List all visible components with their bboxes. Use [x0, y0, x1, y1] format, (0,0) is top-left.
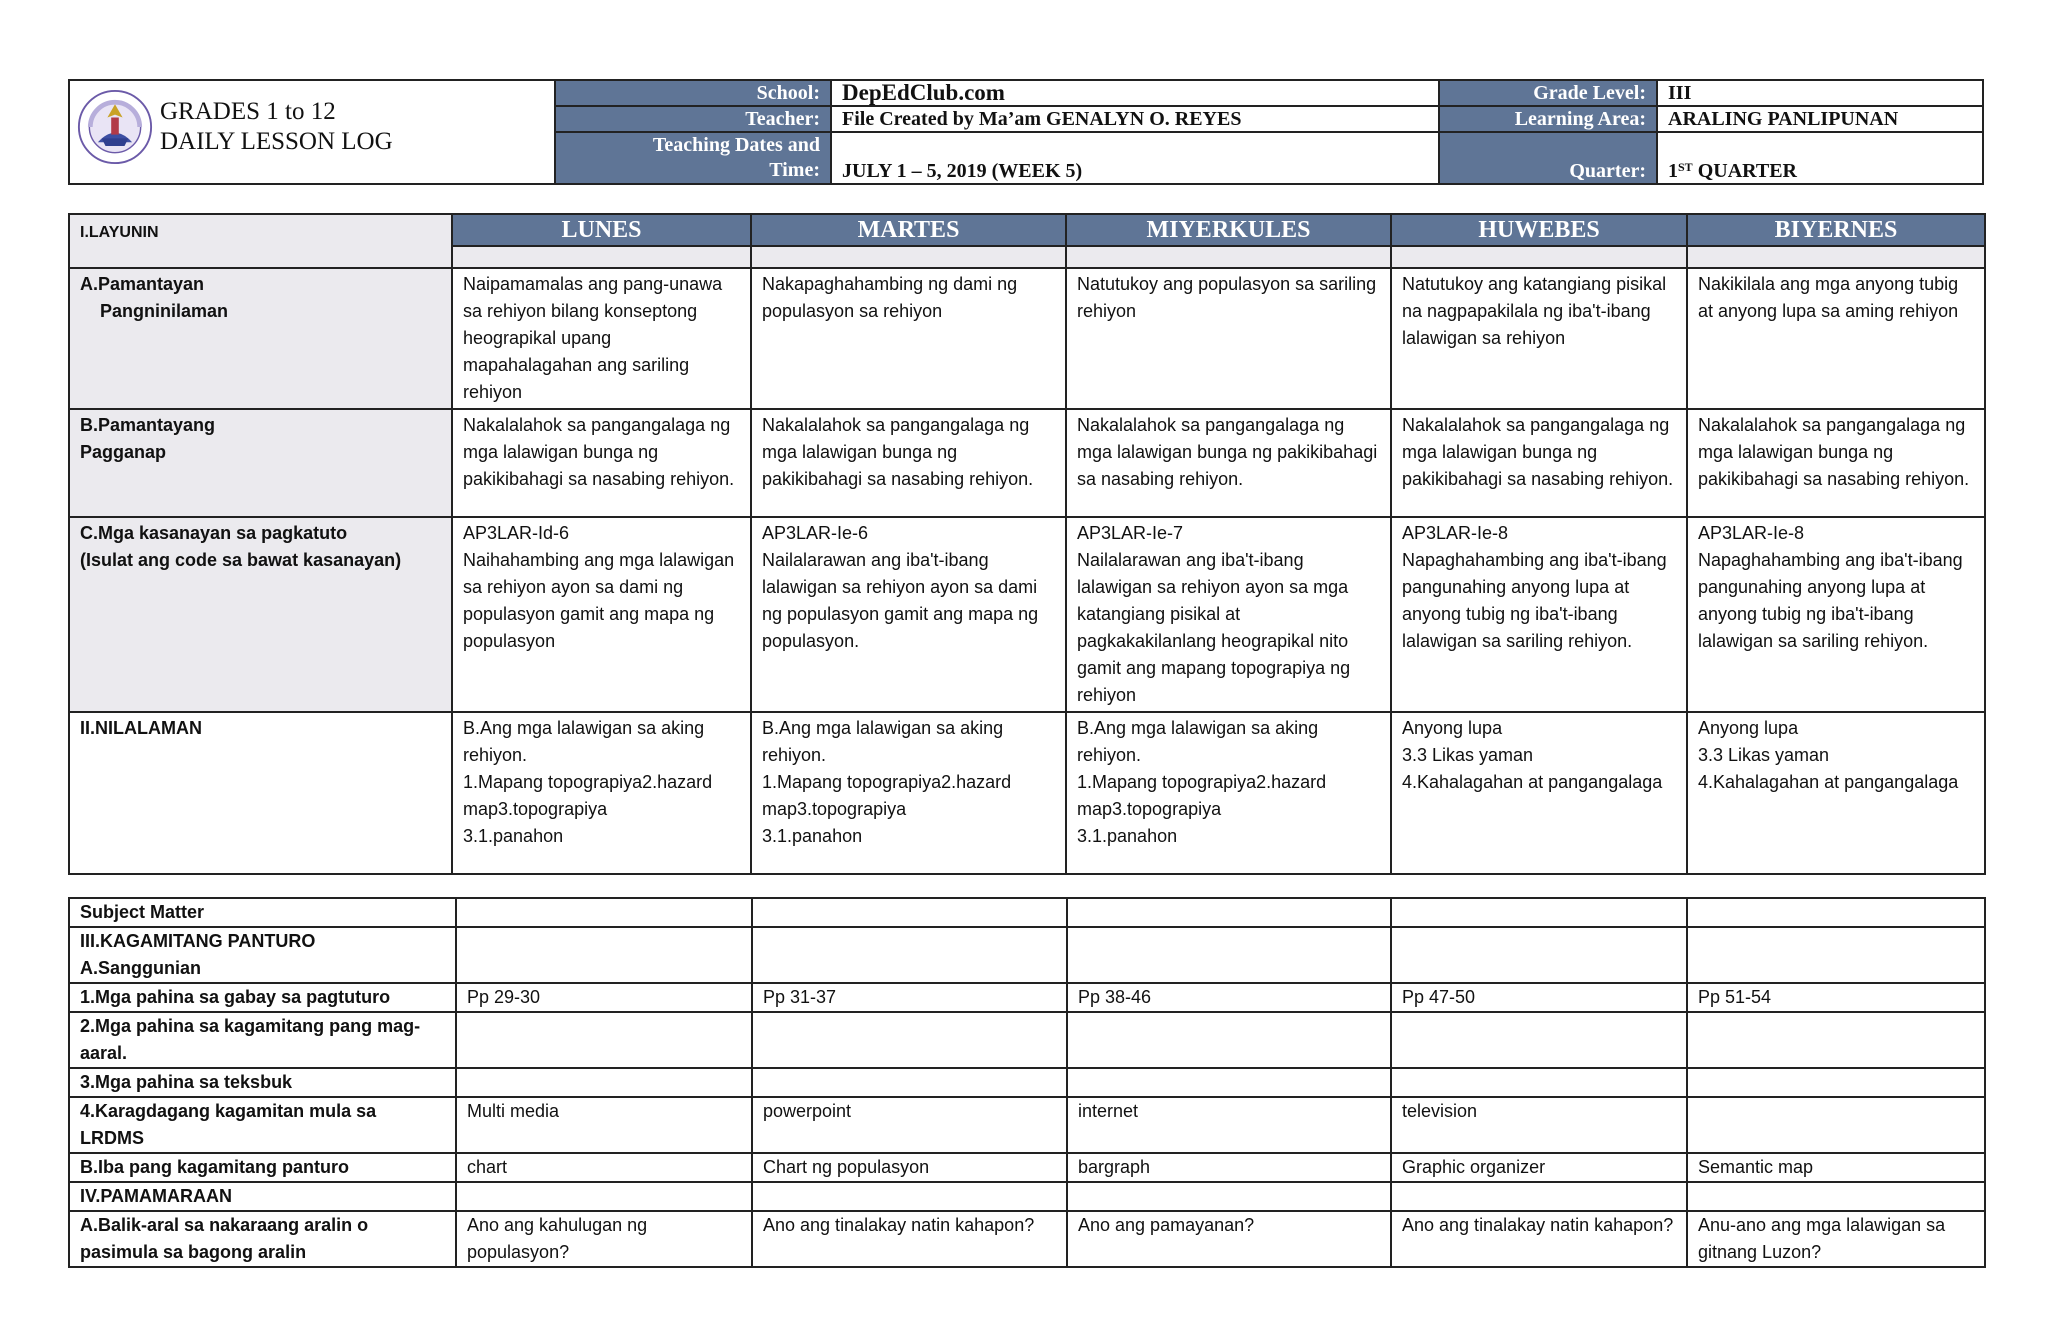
- row-label: B.Iba pang kagamitang panturo: [69, 1153, 456, 1182]
- header-table: [68, 79, 1984, 185]
- objectives-table: [68, 213, 1986, 875]
- table-cell: Pp 31-37: [752, 983, 1067, 1012]
- header-title-line2: DAILY LESSON LOG: [160, 128, 393, 155]
- table-cell: [1391, 1012, 1687, 1068]
- table-cell: AP3LAR-Id-6 Naihahambing ang mga lalawigan sa rehiyon ayon sa dami ng populasyon gamit ang mapa ng populasyon: [452, 517, 751, 712]
- table-cell: Nakalalahok sa pangangalaga ng mga lalawigan bunga ng pakikibahagi sa nasabing rehiyon.: [1066, 409, 1391, 517]
- materials-table: [68, 897, 1986, 1268]
- teaching-dates-label: Teaching Dates and Time:: [555, 132, 831, 184]
- table-cell: Nakalalahok sa pangangalaga ng mga lalawigan bunga ng pakikibahagi sa nasabing rehiyon.: [1687, 409, 1985, 517]
- table-cell: [1067, 1068, 1391, 1097]
- day-subheader: [1687, 246, 1985, 268]
- table-cell: Ano ang tinalakay natin kahapon?: [752, 1211, 1067, 1267]
- table-cell: [1687, 1097, 1985, 1153]
- table-cell: [1687, 1182, 1985, 1211]
- school-value: DepEdClub.com: [831, 80, 1439, 106]
- day-header-friday: BIYERNES: [1687, 214, 1985, 246]
- table-cell: [752, 898, 1067, 927]
- row-label: A.Balik-aral sa nakaraang aralin o pasimula sa bagong aralin: [69, 1211, 456, 1267]
- day-header-monday: LUNES: [452, 214, 751, 246]
- table-cell: AP3LAR-Ie-7 Nailalarawan ang iba't-ibang lalawigan sa rehiyon ayon sa mga katangiang pisikal at pagkakakilanlang heograpikal nito gamit ang mapang topograpiya ng rehiyon: [1066, 517, 1391, 712]
- table-cell: Nakapaghahambing ng dami ng populasyon sa rehiyon: [751, 268, 1066, 409]
- row-label: 4.Karagdagang kagamitan mula sa LRDMS: [69, 1097, 456, 1153]
- table-cell: [1067, 927, 1391, 983]
- row-label-kasanayan: C.Mga kasanayan sa pagkatuto (Isulat ang code sa bawat kasanayan): [69, 517, 452, 712]
- table-cell: [456, 1068, 752, 1097]
- day-subheader: [751, 246, 1066, 268]
- table-row: [69, 1012, 1985, 1068]
- day-subheader: [452, 246, 751, 268]
- school-label: School:: [555, 80, 831, 106]
- table-cell: Nakalalahok sa pangangalaga ng mga lalawigan bunga ng pakikibahagi sa nasabing rehiyon.: [1391, 409, 1687, 517]
- table-cell: [752, 927, 1067, 983]
- row-label: 3.Mga pahina sa teksbuk: [69, 1068, 456, 1097]
- table-cell: Chart ng populasyon: [752, 1153, 1067, 1182]
- row-label: 2.Mga pahina sa kagamitang pang mag-aaral.: [69, 1012, 456, 1068]
- table-cell: B.Ang mga lalawigan sa aking rehiyon. 1.Mapang topograpiya2.hazard map3.topograpiya 3.1.panahon: [452, 712, 751, 874]
- table-cell: B.Ang mga lalawigan sa aking rehiyon. 1.Mapang topograpiya2.hazard map3.topograpiya 3.1.panahon: [751, 712, 1066, 874]
- table-cell: Pp 47-50: [1391, 983, 1687, 1012]
- table-cell: [456, 898, 752, 927]
- teaching-dates-value: JULY 1 – 5, 2019 (WEEK 5): [831, 132, 1439, 184]
- day-header-thursday: HUWEBES: [1391, 214, 1687, 246]
- table-cell: television: [1391, 1097, 1687, 1153]
- day-subheader: [1066, 246, 1391, 268]
- table-row: [69, 927, 1985, 983]
- table-cell: Ano ang kahulugan ng populasyon?: [456, 1211, 752, 1267]
- teacher-value: File Created by Ma’am GENALYN O. REYES: [831, 106, 1439, 132]
- quarter-value: 1ST QUARTER: [1657, 132, 1983, 184]
- table-cell: Natutukoy ang katangiang pisikal na nagpapakilala ng iba't-ibang lalawigan sa rehiyon: [1391, 268, 1687, 409]
- table-cell: Pp 38-46: [1067, 983, 1391, 1012]
- table-row: [69, 1068, 1985, 1097]
- row-label: 1.Mga pahina sa gabay sa pagtuturo: [69, 983, 456, 1012]
- table-cell: AP3LAR-Ie-8 Napaghahambing ang iba't-ibang pangunahing anyong lupa at anyong tubig ng iba't-ibang lalawigan sa sariling rehiyon.: [1687, 517, 1985, 712]
- table-cell: [456, 1012, 752, 1068]
- quarter-label: Quarter:: [1439, 132, 1657, 184]
- table-cell: [456, 927, 752, 983]
- row-label: Subject Matter: [69, 898, 456, 927]
- table-cell: [1067, 1012, 1391, 1068]
- table-cell: Nakikilala ang mga anyong tubig at anyong lupa sa aming rehiyon: [1687, 268, 1985, 409]
- grade-level-value: III: [1657, 80, 1983, 106]
- day-header-tuesday: MARTES: [751, 214, 1066, 246]
- row-label-nilalaman: II.NILALAMAN: [69, 712, 452, 874]
- table-cell: AP3LAR-Ie-8 Napaghahambing ang iba't-ibang pangunahing anyong lupa at anyong tubig ng iba't-ibang lalawigan sa sariling rehiyon.: [1391, 517, 1687, 712]
- table-cell: Nakalalahok sa pangangalaga ng mga lalawigan bunga ng pakikibahagi sa nasabing rehiyon.: [751, 409, 1066, 517]
- table-cell: Naipamamalas ang pang-unawa sa rehiyon bilang konseptong heograpikal upang mapahalagahan ang sariling rehiyon: [452, 268, 751, 409]
- deped-seal-icon: [77, 89, 153, 165]
- table-cell: Multi media: [456, 1097, 752, 1153]
- day-subheader: [1391, 246, 1687, 268]
- table-cell: Graphic organizer: [1391, 1153, 1687, 1182]
- table-cell: [1687, 1012, 1985, 1068]
- table-cell: Nakalalahok sa pangangalaga ng mga lalawigan bunga ng pakikibahagi sa nasabing rehiyon.: [452, 409, 751, 517]
- header-brand: [69, 80, 555, 184]
- layunin-label: I.LAYUNIN: [69, 214, 452, 268]
- table-cell: [1687, 1068, 1985, 1097]
- table-cell: Anyong lupa 3.3 Likas yaman 4.Kahalagahan at pangangalaga: [1391, 712, 1687, 874]
- day-header-wednesday: MIYERKULES: [1066, 214, 1391, 246]
- table-cell: internet: [1067, 1097, 1391, 1153]
- table-cell: Ano ang tinalakay natin kahapon?: [1391, 1211, 1687, 1267]
- table-row: [69, 1153, 1985, 1182]
- table-cell: [1067, 898, 1391, 927]
- table-cell: Natutukoy ang populasyon sa sariling rehiyon: [1066, 268, 1391, 409]
- table-row: [69, 983, 1985, 1012]
- table-cell: Pp 29-30: [456, 983, 752, 1012]
- table-cell: [1067, 1182, 1391, 1211]
- table-cell: [1391, 898, 1687, 927]
- table-cell: [752, 1182, 1067, 1211]
- table-cell: [1687, 898, 1985, 927]
- table-cell: [1391, 927, 1687, 983]
- table-cell: Pp 51-54: [1687, 983, 1985, 1012]
- learning-area-value: ARALING PANLIPUNAN: [1657, 106, 1983, 132]
- table-cell: Ano ang pamayanan?: [1067, 1211, 1391, 1267]
- row-label-pamantayan-pangnilaman: A.Pamantayan Pangninilaman: [69, 268, 452, 409]
- table-cell: [456, 1182, 752, 1211]
- header-title-line1: GRADES 1 to 12: [160, 98, 336, 125]
- table-cell: powerpoint: [752, 1097, 1067, 1153]
- grade-level-label: Grade Level:: [1439, 80, 1657, 106]
- table-cell: Anyong lupa 3.3 Likas yaman 4.Kahalagahan at pangangalaga: [1687, 712, 1985, 874]
- table-cell: chart: [456, 1153, 752, 1182]
- table-row: [69, 898, 1985, 927]
- table-row: [69, 1097, 1985, 1153]
- table-cell: [752, 1068, 1067, 1097]
- row-label-pamantayang-pagganap: B.Pamantayang Pagganap: [69, 409, 452, 517]
- table-cell: bargraph: [1067, 1153, 1391, 1182]
- learning-area-label: Learning Area:: [1439, 106, 1657, 132]
- table-cell: Semantic map: [1687, 1153, 1985, 1182]
- table-cell: [1391, 1068, 1687, 1097]
- row-label: IV.PAMAMARAAN: [69, 1182, 456, 1211]
- table-row: [69, 1182, 1985, 1211]
- row-label: III.KAGAMITANG PANTURO A.Sanggunian: [69, 927, 456, 983]
- teacher-label: Teacher:: [555, 106, 831, 132]
- table-cell: Anu-ano ang mga lalawigan sa gitnang Luzon?: [1687, 1211, 1985, 1267]
- table-cell: [1391, 1182, 1687, 1211]
- table-cell: B.Ang mga lalawigan sa aking rehiyon. 1.Mapang topograpiya2.hazard map3.topograpiya 3.1.panahon: [1066, 712, 1391, 874]
- table-cell: AP3LAR-Ie-6 Nailalarawan ang iba't-ibang lalawigan sa rehiyon ayon sa dami ng populasyon gamit ang mapa ng populasyon.: [751, 517, 1066, 712]
- table-cell: [1687, 927, 1985, 983]
- table-row: [69, 1211, 1985, 1267]
- table-cell: [752, 1012, 1067, 1068]
